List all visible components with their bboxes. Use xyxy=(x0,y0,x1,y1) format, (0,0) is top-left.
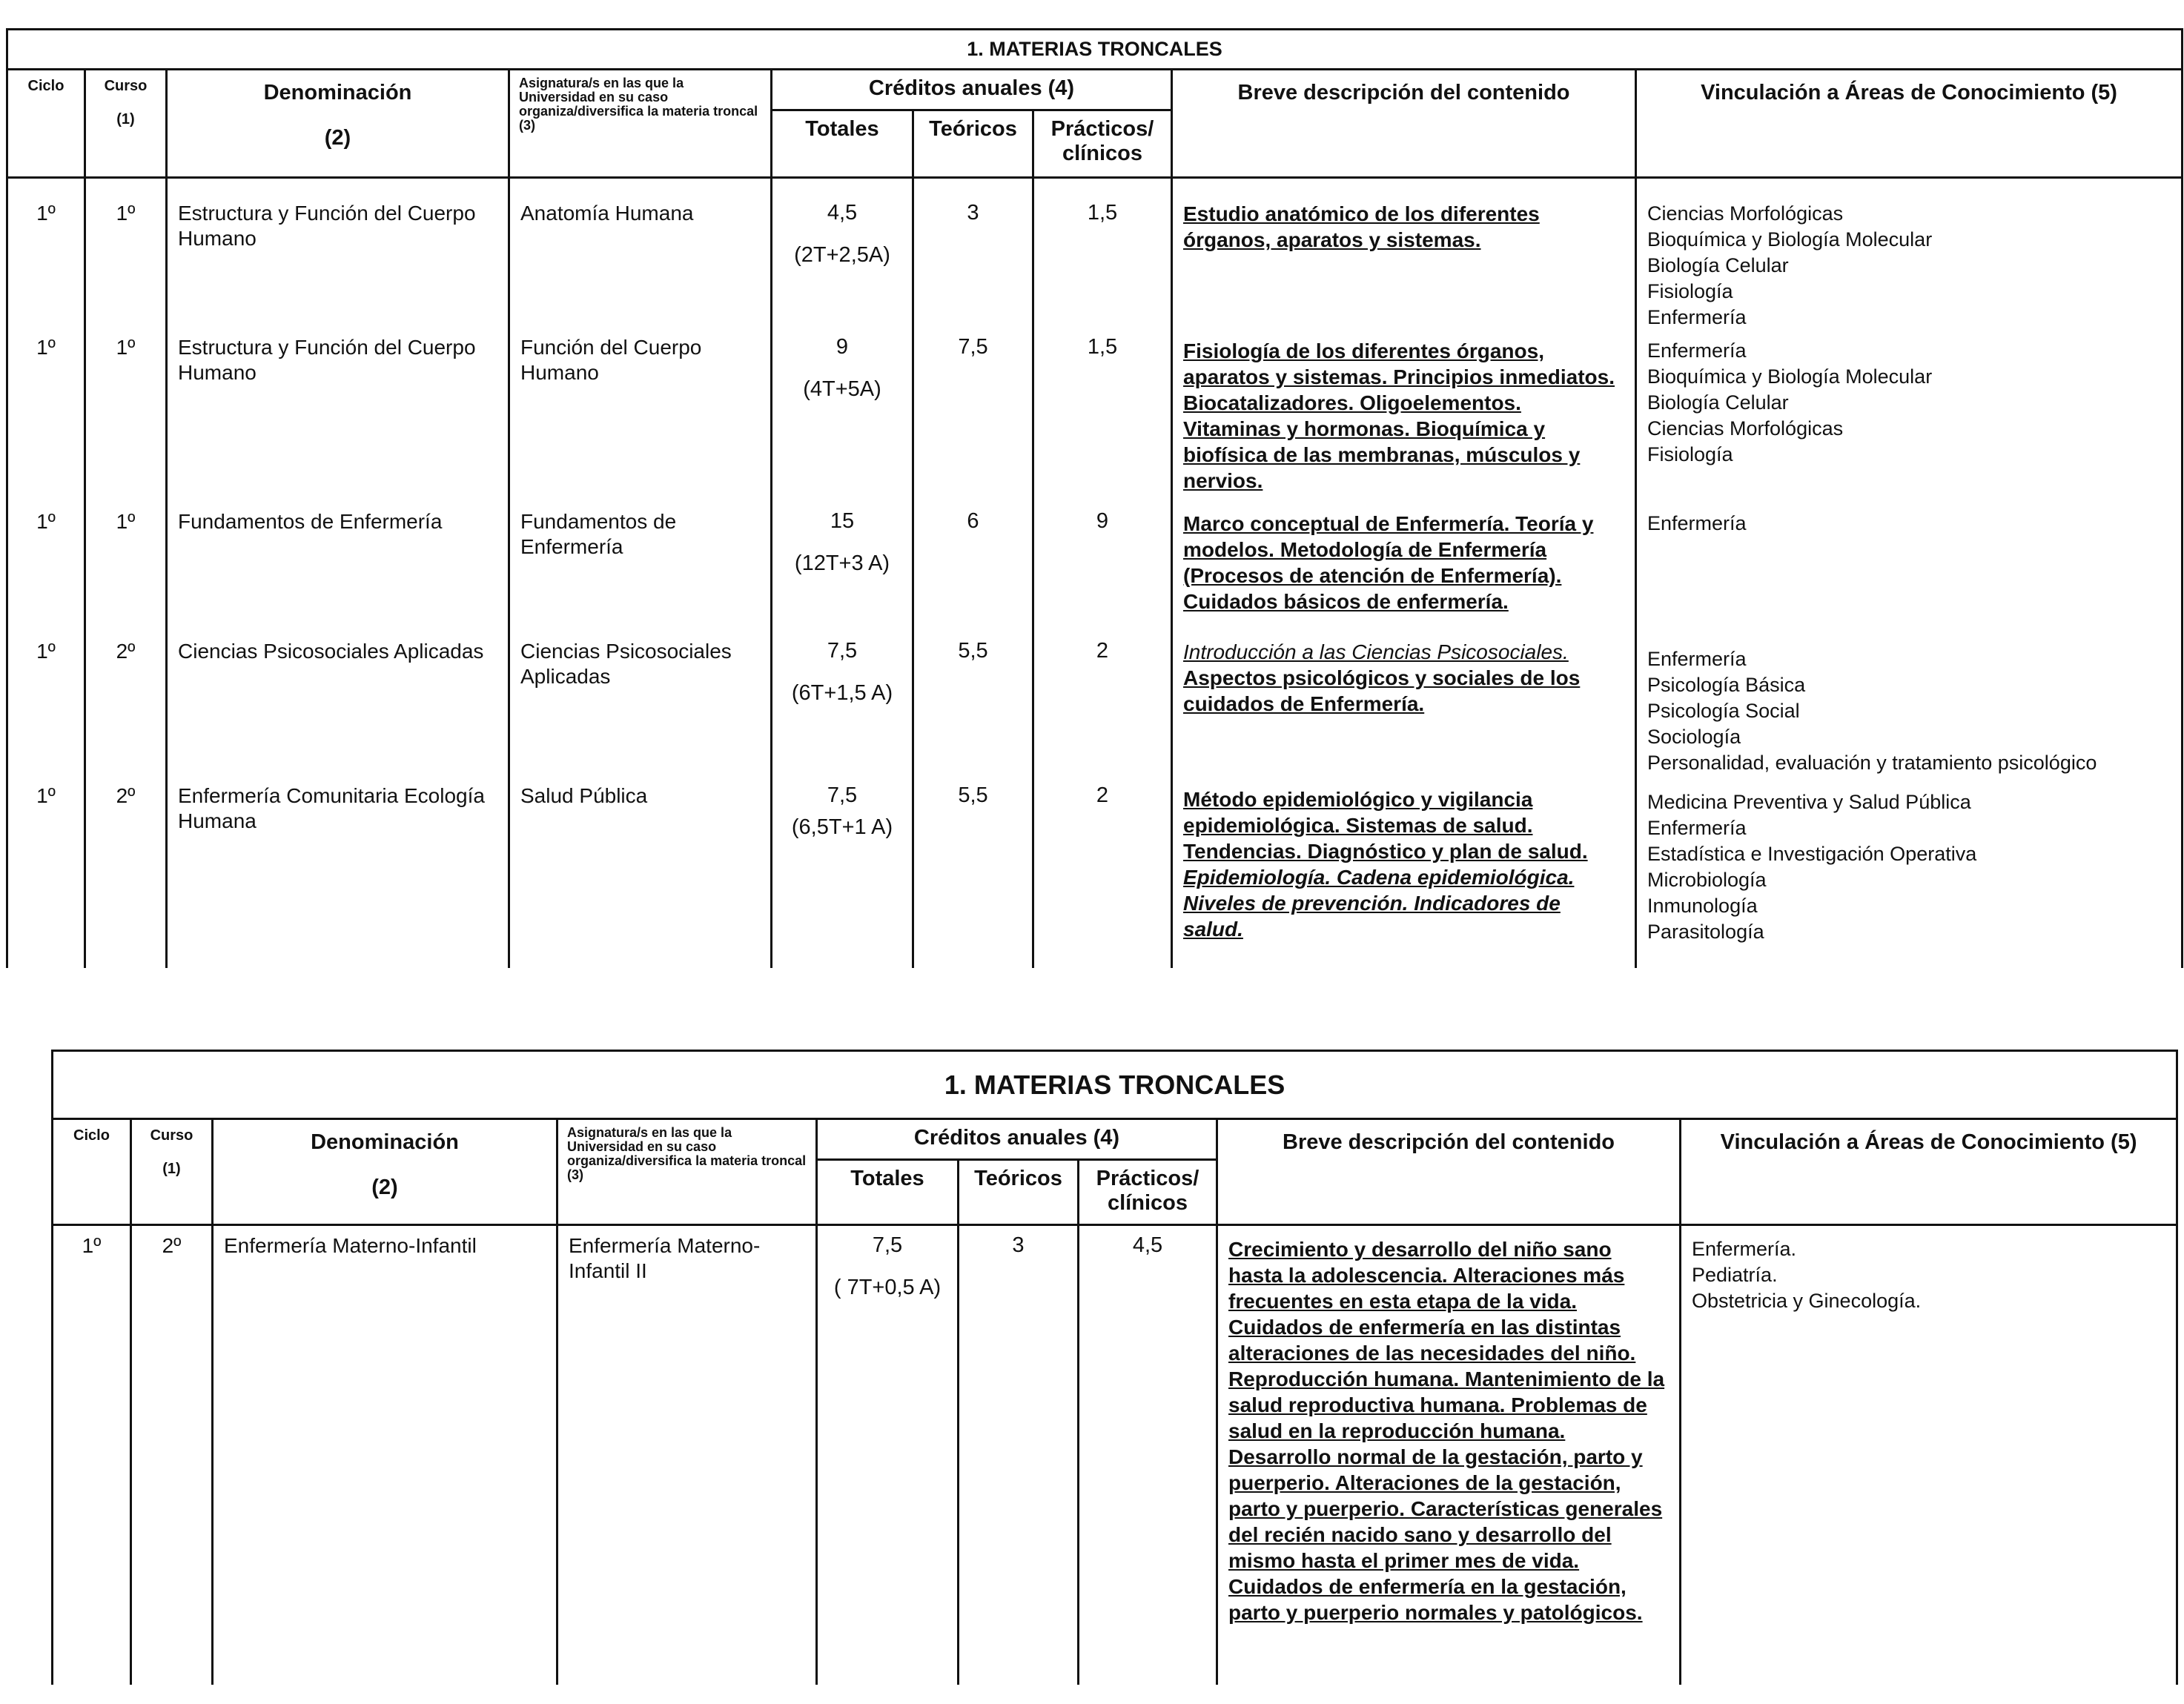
header-descripcion: Breve descripción del contenido xyxy=(1172,70,1636,178)
area-item: Bioquímica y Biología Molecular xyxy=(1647,228,1933,251)
table-row xyxy=(7,634,2183,779)
cell-practicos: 2 xyxy=(1033,634,1172,779)
header-curso-num: (1) xyxy=(162,1161,181,1177)
area-item: Enfermería xyxy=(1647,339,1747,362)
header-creditos: Créditos anuales (4) xyxy=(772,70,1172,110)
area-item: Ciencias Morfológicas xyxy=(1647,202,1844,225)
totales-value: 15 xyxy=(830,509,855,533)
cell-totales xyxy=(772,779,913,968)
area-item: Biología Celular xyxy=(1647,254,1789,276)
cell-descripcion: Fisiología de los diferentes órganos, aparatos y sistemas. Principios inmediatos. Biocatalizadores. Oligoelementos. Vitaminas y hormonas. Bioquímica y biofísica de las membranas, músculos y nervios. xyxy=(1172,331,1636,505)
cell-ciclo: 1º xyxy=(7,331,85,505)
cell-areas xyxy=(1636,505,2183,634)
descripcion-main: Aspectos psicológicos y sociales de los cuidados de Enfermería. xyxy=(1183,666,1581,715)
header-curso xyxy=(131,1119,213,1225)
area-item: Enfermería. xyxy=(1692,1238,1797,1260)
table-row xyxy=(7,779,2183,968)
area-item: Bioquímica y Biología Molecular xyxy=(1647,365,1933,388)
totales-detail: (6T+1,5 A) xyxy=(791,681,893,705)
cell-totales xyxy=(772,634,913,779)
cell-practicos: 4,5 xyxy=(1079,1225,1217,1685)
cell-practicos: 1,5 xyxy=(1033,331,1172,505)
cell-areas xyxy=(1636,779,2183,968)
table-title: 1. MATERIAS TRONCALES xyxy=(53,1051,2177,1119)
descripcion-extra: Epidemiología. Cadena epidemiológica. Niveles de prevención. Indicadores de salud. xyxy=(1183,866,1575,941)
area-item: Fisiología xyxy=(1647,280,1733,302)
header-denominacion-num: (2) xyxy=(324,126,351,150)
cell-ciclo: 1º xyxy=(7,178,85,331)
header-totales: Totales xyxy=(817,1160,959,1225)
cell-asignatura: Salud Pública xyxy=(509,779,772,968)
table-title: 1. MATERIAS TRONCALES xyxy=(7,30,2183,70)
area-item: Psicología Básica xyxy=(1647,674,1806,696)
table-row xyxy=(7,505,2183,634)
header-curso-num: (1) xyxy=(116,111,135,127)
area-item: Inmunología xyxy=(1647,895,1758,917)
cell-ciclo: 1º xyxy=(53,1225,131,1685)
header-curso-label: Curso xyxy=(150,1127,193,1144)
descripcion-main: Método epidemiológico y vigilancia epidemiológica. Sistemas de salud. Tendencias. Diagnóstico y plan de salud. xyxy=(1183,788,1588,863)
cell-denominacion: Enfermería Comunitaria Ecología Humana xyxy=(167,779,509,968)
cell-asignatura: Función del Cuerpo Humano xyxy=(509,331,772,505)
header-curso-label: Curso xyxy=(104,78,148,94)
totales-value: 7,5 xyxy=(827,639,858,663)
cell-asignatura: Ciencias Psicosociales Aplicadas xyxy=(509,634,772,779)
header-practicos: Prácticos/ clínicos xyxy=(1033,110,1172,178)
cell-totales xyxy=(772,505,913,634)
area-item: Enfermería xyxy=(1647,648,1747,670)
header-denominacion-label: Denominación xyxy=(263,81,412,105)
area-item: Pediatría. xyxy=(1692,1264,1778,1286)
area-item: Sociología xyxy=(1647,726,1741,748)
cell-asignatura: Anatomía Humana xyxy=(509,178,772,331)
cell-denominacion: Ciencias Psicosociales Aplicadas xyxy=(167,634,509,779)
cell-teoricos: 5,5 xyxy=(913,634,1033,779)
totales-value: 7,5 xyxy=(827,783,858,807)
cell-practicos: 9 xyxy=(1033,505,1172,634)
header-vinculacion: Vinculación a Áreas de Conocimiento (5) xyxy=(1636,70,2183,178)
header-ciclo: Ciclo xyxy=(53,1119,131,1225)
area-item: Medicina Preventiva y Salud Pública xyxy=(1647,791,1971,813)
header-teoricos: Teóricos xyxy=(959,1160,1079,1225)
cell-ciclo: 1º xyxy=(7,505,85,634)
area-item: Parasitología xyxy=(1647,921,1764,943)
area-item: Personalidad, evaluación y tratamiento psicológico xyxy=(1647,752,2097,774)
header-descripcion: Breve descripción del contenido xyxy=(1217,1119,1681,1225)
area-item: Estadística e Investigación Operativa xyxy=(1647,843,1977,865)
header-ciclo: Ciclo xyxy=(7,70,85,178)
header-vinculacion: Vinculación a Áreas de Conocimiento (5) xyxy=(1681,1119,2177,1225)
cell-practicos: 1,5 xyxy=(1033,178,1172,331)
materias-troncales-table-2 xyxy=(51,1050,2178,1685)
area-item: Enfermería xyxy=(1647,817,1747,839)
cell-descripcion: Crecimiento y desarrollo del niño sano hasta la adolescencia. Alteraciones más frecuentes en esta etapa de la vida. Cuidados de enfermería en las distintas alteraciones de las necesidades del niño. Reproducción humana. Mantenimiento de la salud reproductiva humana. Problemas de salud en la reproducción humana. Desarrollo normal de la gestación, parto y puerperio. Alteraciones de la gestación, parto y puerperio. Características generales del recién nacido sano y desarrollo del mismo hasta el primer mes de vida. Cuidados de enfermería en la gestación, parto y puerperio normales y patológicos. xyxy=(1217,1225,1681,1685)
cell-totales xyxy=(772,178,913,331)
totales-detail: ( 7T+0,5 A) xyxy=(833,1276,942,1299)
totales-detail: (12T+3 A) xyxy=(794,551,890,575)
totales-value: 9 xyxy=(835,335,849,359)
header-denominacion xyxy=(167,70,509,178)
table-row xyxy=(53,1225,2177,1685)
cell-curso: 1º xyxy=(85,505,167,634)
totales-value: 4,5 xyxy=(827,201,858,225)
header-denominacion-label: Denominación xyxy=(311,1130,459,1154)
cell-areas xyxy=(1636,178,2183,331)
area-item: Ciencias Morfológicas xyxy=(1647,417,1844,440)
cell-practicos: 2 xyxy=(1033,779,1172,968)
header-asignaturas: Asignatura/s en las que la Universidad en su caso organiza/diversifica la materia troncal (3) xyxy=(509,70,772,178)
area-item: Psicología Social xyxy=(1647,700,1800,722)
table-row xyxy=(7,331,2183,505)
cell-totales xyxy=(772,331,913,505)
area-item: Enfermería xyxy=(1647,512,1747,534)
descripcion-intro: Introducción a las Ciencias Psicosociales. xyxy=(1183,640,1569,663)
cell-curso: 1º xyxy=(85,178,167,331)
totales-value: 7,5 xyxy=(872,1233,903,1257)
table-row xyxy=(7,178,2183,331)
cell-ciclo: 1º xyxy=(7,779,85,968)
cell-descripcion xyxy=(1172,779,1636,968)
cell-teoricos: 3 xyxy=(913,178,1033,331)
area-item: Obstetricia y Ginecología. xyxy=(1692,1290,1922,1312)
header-totales: Totales xyxy=(772,110,913,178)
cell-curso: 2º xyxy=(85,779,167,968)
cell-descripcion xyxy=(1172,634,1636,779)
cell-teoricos: 7,5 xyxy=(913,331,1033,505)
cell-descripcion: Estudio anatómico de los diferentes órganos, aparatos y sistemas. xyxy=(1172,178,1636,331)
cell-curso: 1º xyxy=(85,331,167,505)
totales-detail: (4T+5A) xyxy=(803,377,881,401)
header-asignaturas: Asignatura/s en las que la Universidad en su caso organiza/diversifica la materia troncal (3) xyxy=(557,1119,817,1225)
cell-ciclo: 1º xyxy=(7,634,85,779)
cell-descripcion: Marco conceptual de Enfermería. Teoría y modelos. Metodología de Enfermería (Procesos de atención de Enfermería). Cuidados básicos de enfermería. xyxy=(1172,505,1636,634)
header-denominacion xyxy=(213,1119,557,1225)
area-item: Enfermería xyxy=(1647,306,1747,328)
header-curso xyxy=(85,70,167,178)
area-item: Biología Celular xyxy=(1647,391,1789,414)
area-item: Fisiología xyxy=(1647,443,1733,465)
cell-denominacion: Estructura y Función del Cuerpo Humano xyxy=(167,178,509,331)
materias-troncales-table-1 xyxy=(6,28,2183,968)
cell-denominacion: Estructura y Función del Cuerpo Humano xyxy=(167,331,509,505)
header-denominacion-num: (2) xyxy=(371,1176,398,1199)
cell-areas xyxy=(1681,1225,2177,1685)
cell-curso: 2º xyxy=(131,1225,213,1685)
cell-totales xyxy=(817,1225,959,1685)
cell-areas xyxy=(1636,634,2183,779)
totales-detail: (2T+2,5A) xyxy=(794,243,890,267)
header-practicos: Prácticos/ clínicos xyxy=(1079,1160,1217,1225)
area-item: Microbiología xyxy=(1647,869,1767,891)
cell-denominacion: Fundamentos de Enfermería xyxy=(167,505,509,634)
cell-asignatura: Fundamentos de Enfermería xyxy=(509,505,772,634)
cell-teoricos: 5,5 xyxy=(913,779,1033,968)
cell-areas xyxy=(1636,331,2183,505)
cell-curso: 2º xyxy=(85,634,167,779)
header-creditos: Créditos anuales (4) xyxy=(817,1119,1217,1160)
header-teoricos: Teóricos xyxy=(913,110,1033,178)
cell-teoricos: 3 xyxy=(959,1225,1079,1685)
cell-teoricos: 6 xyxy=(913,505,1033,634)
cell-denominacion: Enfermería Materno-Infantil xyxy=(213,1225,557,1685)
cell-asignatura: Enfermería Materno-Infantil II xyxy=(557,1225,817,1685)
totales-detail: (6,5T+1 A) xyxy=(791,815,893,839)
